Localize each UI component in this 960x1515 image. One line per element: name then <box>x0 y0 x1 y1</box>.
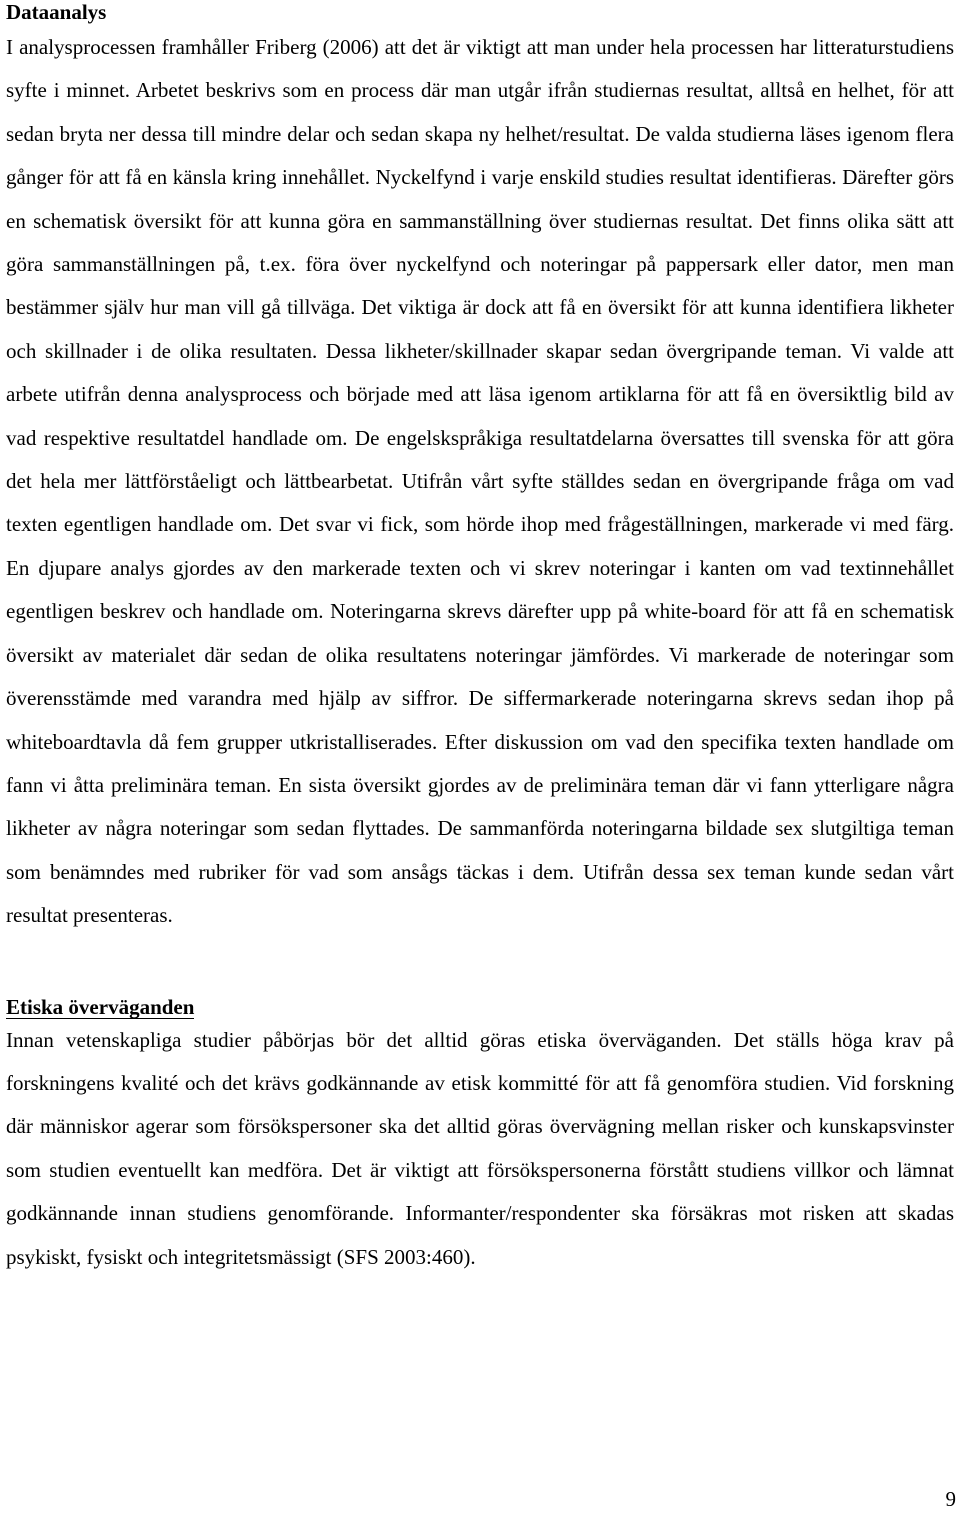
paragraph-etiska-overvaganden: Innan vetenskapliga studier påbörjas bör det alltid göras etiska överväganden. Det ställs höga krav på forskningens kvalité och det krävs godkännande av etisk kommitté för att få genomföra studien. Vid forskning där människor agerar som försökspersoner ska det alltid göras övervägning mellan risker och kunskapsvinster som studien eventuellt kan medföra. Det är viktigt att försökspersonerna förstått studiens villkor och lämnat godkännande innan studiens genomförande. Informanter/respondenter ska försäkras mot risken att skadas psykiskt, fysiskt och integritetsmässigt (SFS 2003:460). <box>6 1027 954 1269</box>
section-heading-etiska-overvaganden: Etiska överväganden <box>6 994 195 1019</box>
page-number: 9 <box>945 1487 956 1511</box>
paragraph-dataanalys: I analysprocessen framhåller Friberg (2006) att det är viktigt att man under hela processen har litteraturstudiens syfte i minnet. Arbetet beskrivs som en process där man utgår ifrån studiernas resultat, alltså en helhet, för att sedan bryta ner dessa till mindre delar och sedan skapa ny helhet/resultat. De valda studierna läses igenom flera gånger för att få en känsla kring innehållet. Nyckelfynd i varje enskild studies resultat identifieras. Därefter görs en schematisk översikt för att kunna göra en sammanställning över studiernas resultat. Det finns olika sätt att göra sammanställningen på, t.ex. föra över nyckelfynd och noteringar på pappersark eller dator, men man bestämmer själv hur man vill gå tillväga. Det viktiga är dock att få en översikt för att kunna identifiera likheter och skillnader i de olika resultaten. Dessa likheter/skillnader skapar sedan övergripande teman. Vi valde att arbete utifrån denna analysprocess och började med att läsa igenom artiklarna för att få en översiktlig bild av vad respektive resultatdel handlade om. De engelskspråkiga resultatdelarna översattes till svenska för att göra det hela mer lättförståeligt och lättbearbetat. Utifrån vårt syfte ställdes sedan en övergripande fråga om vad texten egentligen handlade om. Det svar vi fick, som hörde ihop med frågeställningen, markerade vi med färg. En djupare analys gjordes av den markerade texten och vi skrev noteringar i kanten om vad textinnehållet egentligen beskrev och handlade om. Noteringarna skrevs därefter upp på white-board för att få en schematisk översikt av materialet där sedan de olika resultatens noteringar jämfördes. Vi markerade de noteringar som överensstämde med varandra med hjälp av siffror. De siffermarkerade noteringarna skrevs sedan ihop på whiteboardtavla då fem grupper utkristalliserades. Efter diskussion om vad den specifika texten handlade om fann vi åtta preliminära teman. En sista översikt gjordes av de preliminära teman där vi fann ytterligare några likheter av några noteringar som sedan flyttades. De sammanförda noteringarna bildade sex slutgiltiga teman som benämndes med rubriker för vad som ansågs täckas i dem. Utifrån dessa sex teman kunde sedan vårt resultat presenteras. <box>6 35 954 928</box>
document-page <box>6 0 954 1279</box>
section-heading-dataanalys: Dataanalys <box>6 0 107 24</box>
